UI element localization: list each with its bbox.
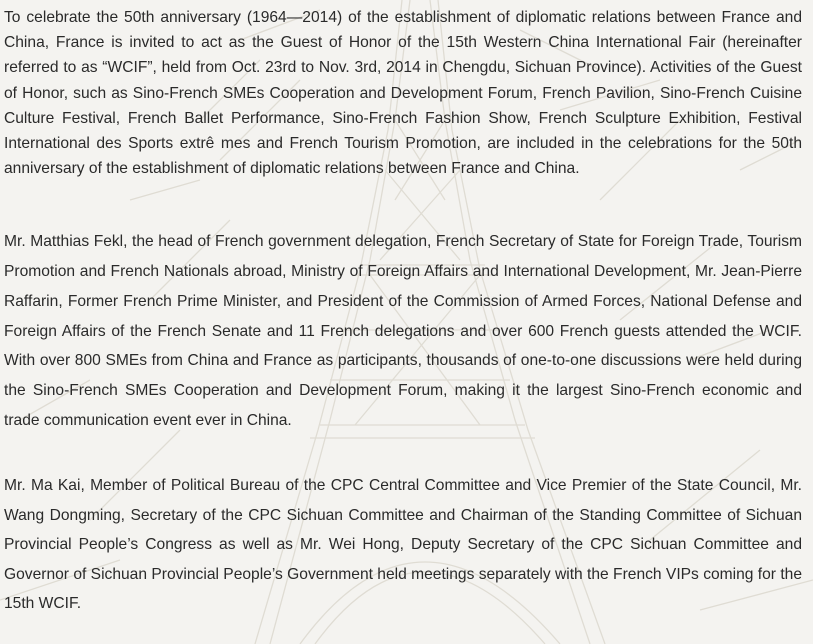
paragraph-2: Mr. Matthias Fekl, the head of French government delegation, French Secretary of State for Foreign Trade, Tourism Promotion and French Nationals abroad, Ministry of Foreign Affairs and International Development, Mr. Jean-Pierre Raffarin, Former French Prime Minister, and President of the Commission of Armed Forces, National Defense and Foreign Affairs of the French Senate and 11 French delegations and over 600 French guests attended the WCIF. With over 800 SMEs from China and France as participants, thousands of one-to-one discussions were held during the Sino-French SMEs Cooperation and Development Forum, making it the largest Sino-French economic and trade communication event ever in China. xyxy=(4,233,802,429)
paragraph-1: To celebrate the 50th anniversary (1964—2014) of the establishment of diplomatic relations between France and China, France is invited to act as the Guest of Honor of the 15th Western China International Fair (hereinafter referred to as “WCIF”, held from Oct. 23rd to Nov. 3rd, 2014 in Chengdu, Sichuan Province). Activities of the Guest of Honor, such as Sino-French SMEs Cooperation and Development Forum, French Pavilion, Sino-French Cuisine Culture Festival, French Ballet Performance, Sino-French Fashion Show, French Sculpture Exhibition, Festival International des Sports extrê mes and French Tourism Promotion, are included in the celebrations for the 50th anniversary of the establishment of diplomatic relations between France and China. xyxy=(4,9,802,178)
document-body xyxy=(4,5,802,619)
paragraph-3: Mr. Ma Kai, Member of Political Bureau of the CPC Central Committee and Vice Premier of the State Council, Mr. Wang Dongming, Secretary of the CPC Sichuan Committee and Chairman of the Standing Committee of Sichuan Provincial People’s Congress as well as Mr. Wei Hong, Deputy Secretary of the CPC Sichuan Committee and Governor of Sichuan Provincial People’s Government held meetings separately with the French VIPs coming for the 15th WCIF. xyxy=(4,477,802,613)
